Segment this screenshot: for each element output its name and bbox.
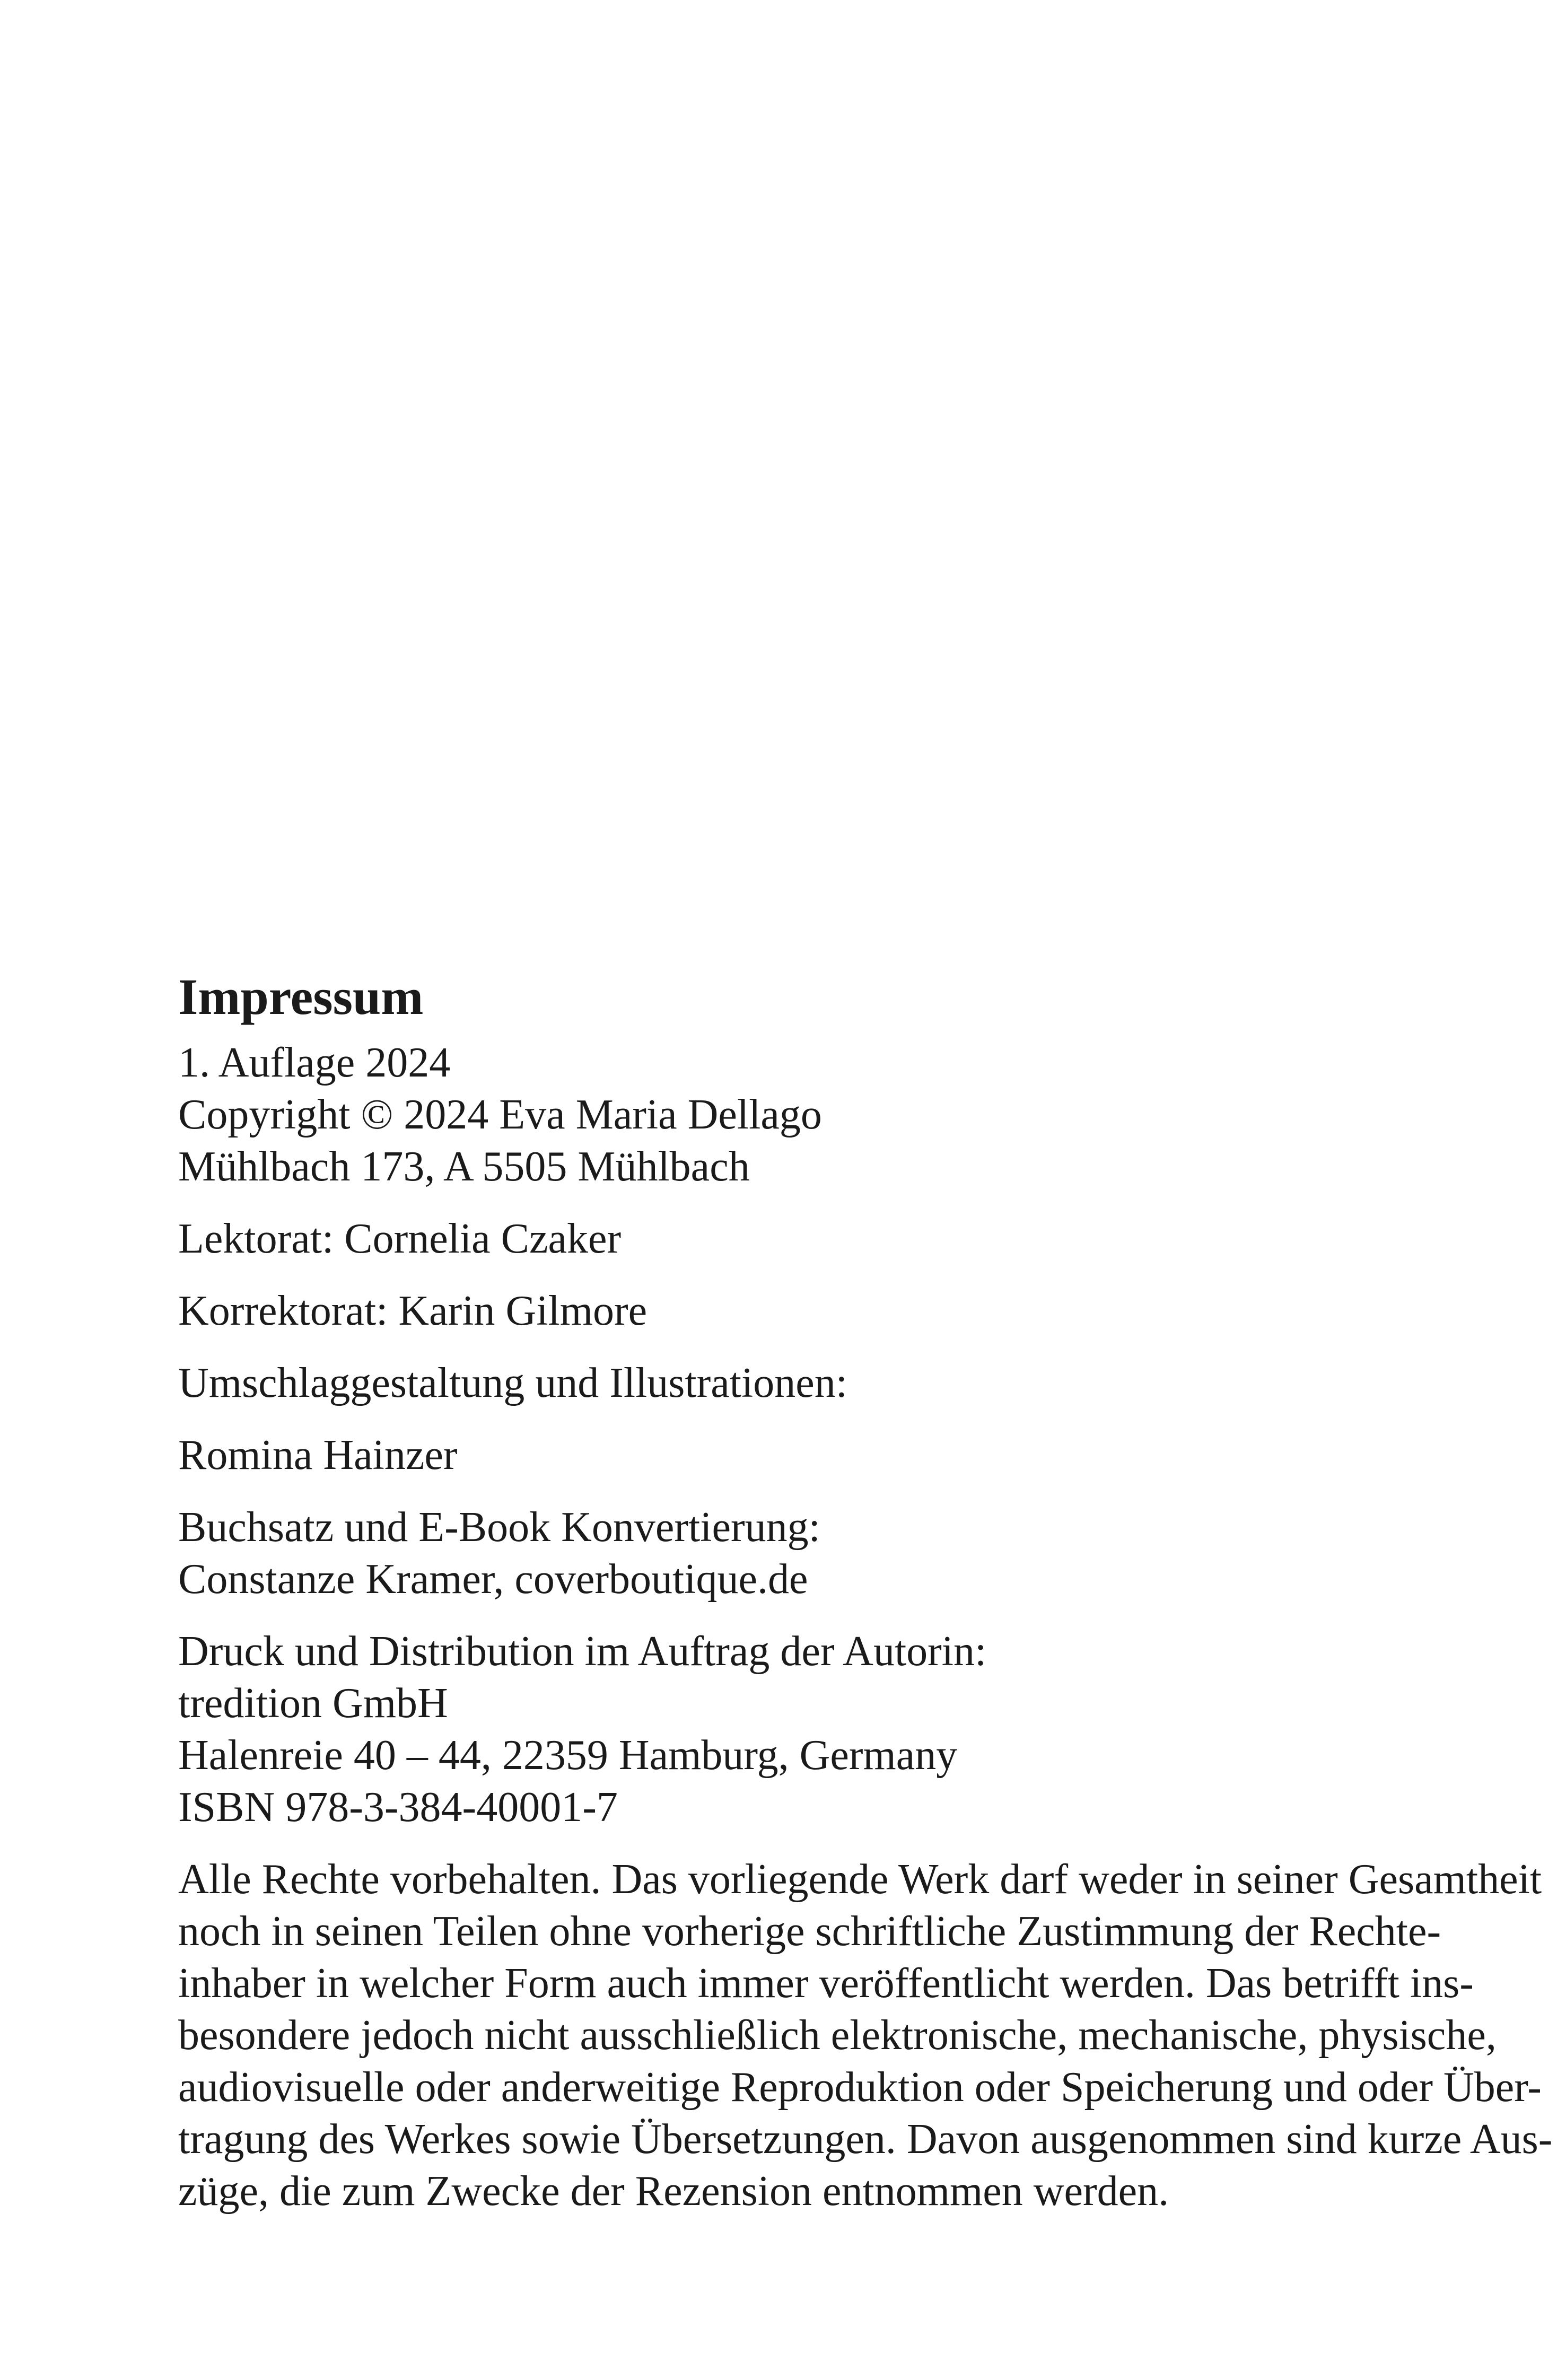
cover-name-block	[178, 1429, 1398, 1481]
cover-design-label: Umschlaggestaltung und Illustrationen:	[178, 1360, 847, 1406]
typesetting-label: Buchsatz und E-Book Konvertierung:	[178, 1504, 820, 1551]
publisher-address: Halenreie 40 – 44, 22359 Hamburg, Germany	[178, 1732, 958, 1779]
cover-designer-name: Romina Hainzer	[178, 1432, 458, 1478]
imprint-section	[178, 962, 1553, 2217]
cover-label-block	[178, 1357, 1398, 1409]
proofreading-block	[178, 1285, 1398, 1337]
proofreading-credit: Korrektorat: Karin Gilmore	[178, 1288, 648, 1334]
legal-line: inhaber in welcher Form auch immer veröffentlicht werden. Das betrifft ins-	[178, 1960, 1474, 2007]
legal-line: noch in seinen Teilen ohne vorherige schriftliche Zustimmung der Rechte-	[178, 1908, 1441, 1955]
legal-line: Alle Rechte vorbehalten. Das vorliegende Werk darf weder in seiner Gesamtheit	[178, 1856, 1542, 1903]
imprint-heading: Impressum	[178, 968, 424, 1025]
legal-line: besondere jedoch nicht ausschließlich elektronische, mechanische, physische,	[178, 2012, 1497, 2059]
distribution-block	[178, 1625, 1398, 1833]
publisher-name: tredition GmbH	[178, 1680, 448, 1727]
legal-notice	[178, 1853, 1553, 2217]
legal-line: züge, die zum Zwecke der Rezension entnommen werden.	[178, 2168, 1169, 2215]
editing-block	[178, 1213, 1398, 1265]
editing-credit: Lektorat: Cornelia Czaker	[178, 1215, 622, 1262]
distribution-label: Druck und Distribution im Auftrag der Autorin:	[178, 1628, 987, 1675]
typesetting-block	[178, 1501, 1398, 1605]
legal-line: tragung des Werkes sowie Übersetzungen. Davon ausgenommen sind kurze Aus-	[178, 2116, 1553, 2163]
edition-block	[178, 1037, 1398, 1193]
legal-line: audiovisuelle oder anderweitige Reproduktion oder Speicherung und oder Über-	[178, 2064, 1542, 2111]
edition-line: 1. Auflage 2024	[178, 1039, 451, 1086]
copyright-line: Copyright © 2024 Eva Maria Dellago	[178, 1091, 822, 1138]
address-line: Mühlbach 173, A 5505 Mühlbach	[178, 1143, 750, 1190]
typesetting-credit: Constanze Kramer, coverboutique.de	[178, 1556, 808, 1603]
isbn-line: ISBN 978-3-384-40001-7	[178, 1784, 618, 1831]
